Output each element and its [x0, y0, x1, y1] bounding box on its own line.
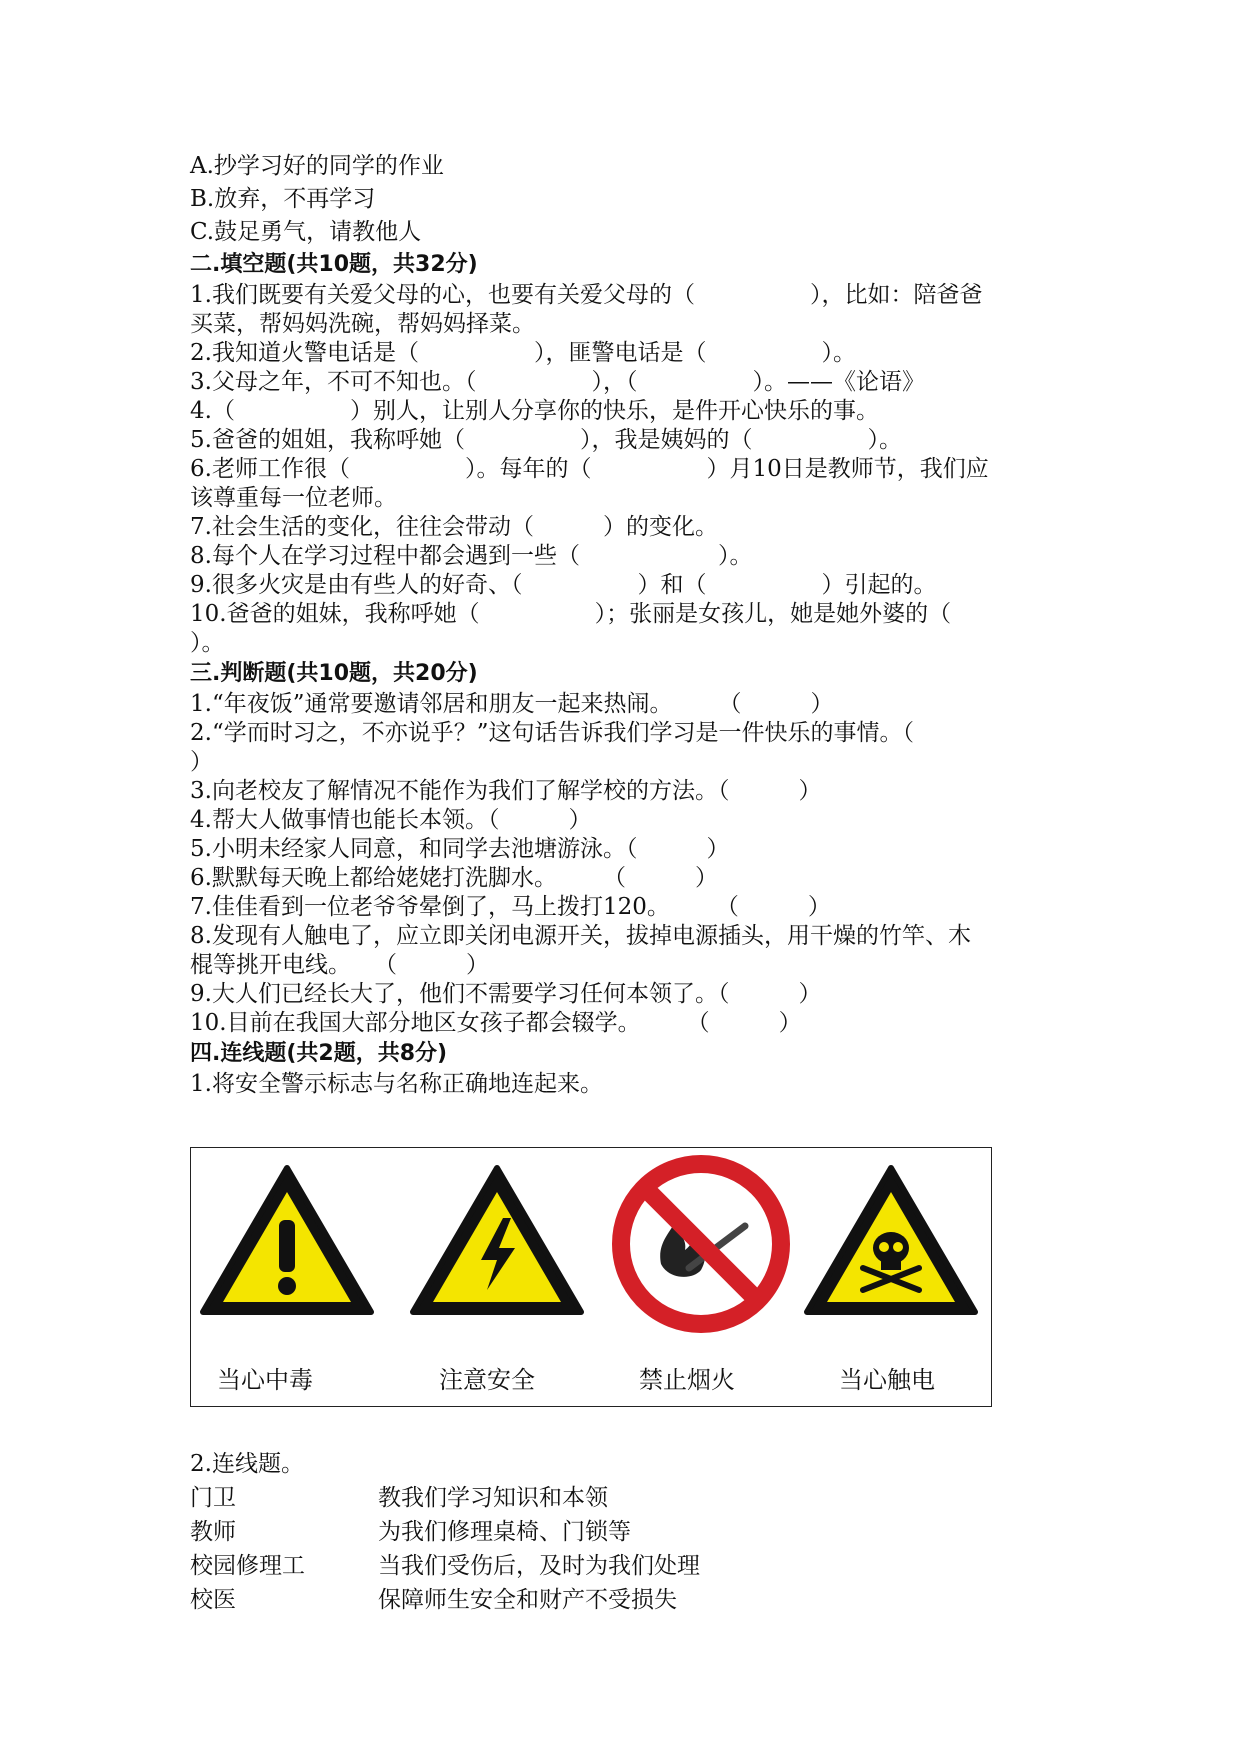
judge-item: 棍等挑开电线。 （ ）	[190, 952, 489, 978]
option-a[interactable]: A.抄学习好的同学的作业	[190, 153, 444, 179]
matching-question-2: 2.连线题。	[190, 1451, 304, 1477]
match-right-item[interactable]: 保障师生安全和财产不受损失	[378, 1587, 677, 1613]
worksheet-page	[190, 150, 1070, 1617]
judge-item: 6.默默每天晚上都给姥姥打洗脚水。 （ ）	[190, 865, 718, 891]
match-left-item[interactable]: 校医	[190, 1587, 236, 1613]
fill-item: 8.每个人在学习过程中都会遇到一些（ ）。	[190, 543, 753, 569]
matching-question-1: 1.将安全警示标志与名称正确地连起来。	[190, 1071, 603, 1097]
judge-item: ）	[190, 749, 213, 775]
match-row	[190, 1583, 1070, 1617]
section-heading: 三.判断题(共10题，共20分)	[190, 661, 478, 686]
match-left-item[interactable]: 教师	[190, 1519, 236, 1545]
match-left-item[interactable]: 校园修理工	[190, 1553, 305, 1579]
match-right-item[interactable]: 当我们受伤后，及时为我们处理	[378, 1553, 700, 1579]
judge-item: 8.发现有人触电了，应立即关闭电源开关，拔掉电源插头，用干燥的竹竿、木	[190, 923, 971, 949]
option-b[interactable]: B.放弃，不再学习	[190, 186, 376, 212]
fill-item: 5.爸爸的姐姐，我称呼她（ ），我是姨妈的（ ）。	[190, 427, 902, 453]
sign-label[interactable]: 当心中毒	[217, 1366, 313, 1394]
matching-list	[190, 1481, 1070, 1617]
judge-item: 1.“年夜饭”通常要邀请邻居和朋友一起来热闹。 （ ）	[190, 691, 834, 717]
electric-shock-icon[interactable]	[407, 1162, 587, 1322]
fill-item: 10.爸爸的姐妹，我称呼她（ ）；张丽是女孩儿，她是她外婆的（	[190, 601, 952, 627]
match-row	[190, 1549, 1070, 1583]
judge-item: 2.“学而时习之，不亦说乎？”这句话告诉我们学习是一件快乐的事情。（	[190, 720, 914, 746]
match-right-item[interactable]: 教我们学习知识和本领	[378, 1485, 608, 1511]
fill-item: 6.老师工作很（ ）。每年的（ ）月10日是教师节，我们应	[190, 456, 989, 482]
fill-item: 3.父母之年，不可不知也。（ ），（ ）。——《论语》	[190, 369, 925, 395]
section-true-false	[190, 658, 1070, 1038]
judge-item: 9.大人们已经长大了，他们不需要学习任何本领了。（ ）	[190, 981, 822, 1007]
match-right-item[interactable]: 为我们修理桌椅、门锁等	[378, 1519, 631, 1545]
fill-item: 4.（ ）别人，让别人分享你的快乐，是件开心快乐的事。	[190, 398, 879, 424]
option-c[interactable]: C.鼓足勇气，请教他人	[190, 219, 422, 245]
fill-item: 9.很多火灾是由有些人的好奇、（ ）和（ ）引起的。	[190, 572, 937, 598]
judge-item: 10.目前在我国大部分地区女孩子都会辍学。 （ ）	[190, 1010, 802, 1036]
judge-item: 4.帮大人做事情也能长本领。（ ）	[190, 807, 592, 833]
fill-item: 2.我知道火警电话是（ ），匪警电话是（ ）。	[190, 340, 856, 366]
section-fill-blank	[190, 249, 1070, 658]
judge-item: 5.小明未经家人同意，和同学去池塘游泳。（ ）	[190, 836, 730, 862]
sign-label[interactable]: 禁止烟火	[639, 1366, 735, 1394]
poison-skull-icon[interactable]	[801, 1162, 981, 1322]
fill-item: 1.我们既要有关爱父母的心，也要有关爱父母的（ ），比如：陪爸爸	[190, 282, 983, 308]
fill-item: ）。	[190, 630, 225, 656]
sign-label[interactable]: 当心触电	[839, 1366, 935, 1394]
match-row	[190, 1515, 1070, 1549]
section-heading: 四.连线题(共2题，共8分)	[190, 1041, 448, 1066]
fill-item: 7.社会生活的变化，往往会带动（ ）的变化。	[190, 514, 718, 540]
fill-item: 买菜，帮妈妈洗碗，帮妈妈择菜。	[190, 311, 535, 337]
judge-item: 3.向老校友了解情况不能作为我们了解学校的方法。（ ）	[190, 778, 822, 804]
question-options	[190, 150, 1070, 249]
section-heading: 二.填空题(共10题，共32分)	[190, 252, 478, 277]
exclamation-warning-icon[interactable]	[197, 1162, 377, 1322]
sign-label[interactable]: 注意安全	[439, 1366, 535, 1394]
match-row	[190, 1481, 1070, 1515]
safety-signs-figure	[190, 1147, 992, 1407]
judge-item: 7.佳佳看到一位老爷爷晕倒了，马上拨打120。 （ ）	[190, 894, 831, 920]
fill-item: 该尊重每一位老师。	[190, 485, 397, 511]
no-fire-icon[interactable]	[609, 1152, 793, 1336]
section-matching	[190, 1038, 1070, 1617]
match-left-item[interactable]: 门卫	[190, 1485, 236, 1511]
